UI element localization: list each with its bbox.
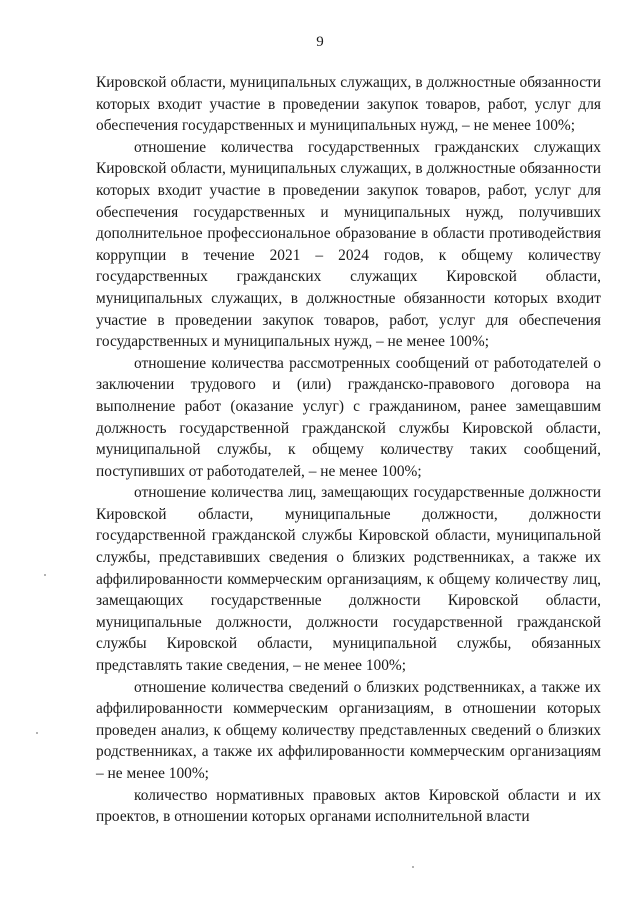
paragraph-employer-reports: отношение количества рассмотренных сообщений от работодателей о заключении трудового и (или) гражданско-правового договора на выполнение работ (оказание услуг) с гражданином, ранее замещавшим должность государственной гражданской службы Кировской области, муниципальной службы, к общему количеству таких сообщений, поступивших от работодателей, – не менее 100%; xyxy=(96,354,601,480)
page-number: 9 xyxy=(316,34,324,50)
paragraph-relatives-disclosure: отношение количества лиц, замещающих государственные должности Кировской области, муниципальные должности, должности государственной гражданской службы Кировской области, муниципальной службы, представивших сведения о близких родственниках, а также их аффилированности коммерческим организациям, к общему количеству лиц, замещающих государственные должности Кировской области, муниципальные должности, должности государственной гражданской службы Кировской области, муниципальной службы, обязанных представлять такие сведения, – не менее 100%; xyxy=(96,484,601,675)
paragraph-continuation: Кировской области, муниципальных служащих, в должностные обязанности которых входит участие в проведении закупок товаров, работ, услуг для обеспечения государственных и муниципальных нужд, – не менее 100%; xyxy=(96,74,601,135)
scan-speck xyxy=(36,732,38,734)
paragraph-relatives-analysis: отношение количества сведений о близких родственниках, а также их аффилированности коммерческим организациям, в отношении которых проведен анализ, к общему количеству представленных сведений о близких родственниках, а также их аффилированности коммерческим организациям – не менее 100%; xyxy=(96,678,601,782)
scan-speck xyxy=(412,866,414,868)
document-body xyxy=(96,72,601,828)
paragraph-legal-acts: количество нормативных правовых актов Кировской области и их проектов, в отношении которых органами исполнительной власти xyxy=(96,786,601,826)
scan-speck xyxy=(44,574,46,576)
paragraph-training-share: отношение количества государственных гражданских служащих Кировской области, муниципальных служащих, в должностные обязанности которых входит участие в проведении закупок товаров, работ, услуг для обеспечения государственных и муниципальных нужд, получивших дополнительное профессиональное образование в области противодействия коррупции в течение 2021 – 2024 годов, к общему количеству государственных гражданских служащих Кировской области, муниципальных служащих, в должностные обязанности которых входит участие в проведении закупок товаров, работ, услуг для обеспечения государственных и муниципальных нужд, – не менее 100%; xyxy=(96,138,601,351)
